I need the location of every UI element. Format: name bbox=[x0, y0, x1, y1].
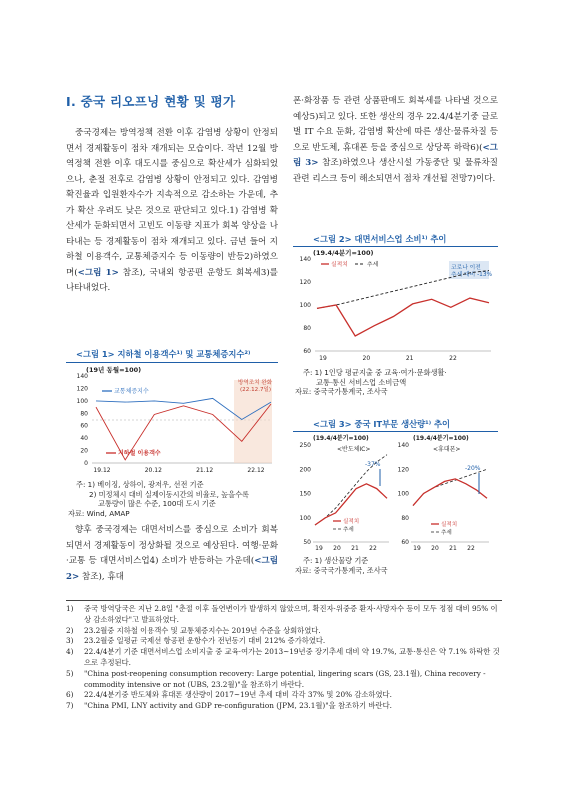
fig2-legend-trend: 추세 bbox=[367, 262, 379, 268]
fig2-annotation-2: 추세 대비 -13% bbox=[451, 272, 493, 278]
fig3-left-y-tick: 150 bbox=[299, 490, 311, 498]
fig1-y-tick: 80 bbox=[80, 410, 88, 418]
footnote-1: 1) 중국 방역당국은 지난 2.8일 "춘절 이후 돌연변이가 발생하지 않았으며, 확진자·위중증 환자·사망자수 등이 모두 정점 대비 95% 이상 감소하였다"고 발표하였다. bbox=[66, 604, 498, 624]
fig3-x-tick: 20 bbox=[431, 545, 439, 552]
fig3-right-legend-actual: 실적치 bbox=[441, 522, 458, 528]
fig1-y-tick: 20 bbox=[80, 447, 88, 455]
fig1-y-tick: 120 bbox=[76, 385, 88, 393]
footnote-7: 7) "China PMI, LNY activity and GDP re-configuration (JPM, 23.1월)"을 참조하기 바란다. bbox=[66, 701, 392, 711]
fig2-x-tick: 21 bbox=[405, 355, 414, 362]
figure-1-title: <그림 1> 지하철 이용객수¹⁾ 및 교통체증지수²⁾ bbox=[76, 349, 251, 359]
fig1-y-tick: 60 bbox=[80, 422, 88, 430]
fig1-annotation-date: (22.12.7일) bbox=[240, 387, 272, 393]
fig3-left-legend-trend: 추세 bbox=[343, 527, 354, 533]
fig3-left-legend-actual: 실적치 bbox=[343, 519, 360, 525]
fig2-y-tick: 120 bbox=[299, 279, 311, 286]
fig3-left-y-tick: 200 bbox=[299, 466, 311, 474]
fig3-x-tick: 22 bbox=[369, 545, 377, 552]
fig3-unit-left: (19.4/4분기=100) bbox=[313, 435, 369, 442]
fig1-y-tick: 100 bbox=[76, 397, 88, 405]
fig3-panel-right: <휴대폰> bbox=[433, 446, 461, 453]
fig2-y-tick: 140 bbox=[299, 256, 311, 263]
fig1-legend-traffic: 교통체증지수 bbox=[114, 388, 149, 395]
fig3-x-tick: 22 bbox=[467, 545, 475, 552]
figure-1-notes: 주: 1) 베이징, 상하이, 광저우, 선전 기준 2) 미정체시 대비 실제이동시간의 비율로, 높을수록 교통량이 많은 수준, 100대 도시 기준 자료: Wind, AMAP bbox=[68, 480, 249, 518]
footnote-2: 2) 23.2월중 지하철 이용객수 및 교통체증지수는 2019년 수준을 상회하였다. bbox=[66, 625, 321, 635]
fig1-annotation: 방역조치 완화 bbox=[238, 380, 273, 386]
footnote-3: 3) 23.2월중 일평균 국제선 항공편 운항수가 전년동기 대비 212% 증가하였다. bbox=[66, 636, 326, 646]
fig2-x-ticks bbox=[319, 355, 457, 362]
fig1-legend-subway: 지하철 이용객수 bbox=[118, 450, 161, 457]
fig2-y-tick: 60 bbox=[303, 348, 311, 355]
fig3-x-tick: 20 bbox=[333, 545, 341, 552]
fig3-left-y-tick: 50 bbox=[303, 539, 311, 546]
left-column-lower bbox=[66, 523, 278, 585]
figure-2-notes: 주: 1) 1인당 평균지출 중 교육·여가·문화생활· 교통·통신 서비스업 소비금액 자료: 중국국가통계국, 조사국 bbox=[295, 368, 447, 397]
body-paragraph-3: 폰·화장품 등 관련 상품판매도 회복세를 나타낼 것으로 예상5)되고 있다. 또한 생산의 경우 22.4/4분기중 글로벌 IT 수요 둔화, 감염병 확산에 따른 생산·물류차질 등으로 반도체, 휴대폰 등을 중심으로 상당폭 하락6)(<그림 3> 참조)하였으나 생산시설 가동중단 및 물류차질 관련 리스크 등이 해소되면서 점차 개선될 전망7)이다. bbox=[293, 96, 498, 184]
fig3-right-anno: -20% bbox=[465, 465, 481, 472]
fig1-x-tick: 21.12 bbox=[196, 467, 214, 474]
fig3-right-y-tick: 100 bbox=[397, 490, 409, 498]
fig1-unit: (19년 동월=100) bbox=[86, 366, 142, 374]
fig3-right-actual-series bbox=[413, 479, 487, 506]
fig3-left-y-tick: 250 bbox=[299, 442, 311, 449]
fig2-x-tick: 20 bbox=[362, 355, 371, 362]
fig2-annotation: 코로나 이전 bbox=[451, 265, 481, 271]
fig2-unit: (19.4/4분기=100) bbox=[313, 249, 374, 257]
fig1-x-tick: 20.12 bbox=[144, 467, 162, 474]
left-column bbox=[66, 126, 278, 297]
footnote-4: 4) 22.4/4분기 기준 대면서비스업 소비지출 중 교육·여가는 2013~19년중 장기추세 대비 약 19.7%, 교통·통신은 약 7.1% 하락한 것으로 추정된다. bbox=[66, 647, 500, 667]
body-paragraph-2: 향후 중국경제는 대면서비스를 중심으로 소비가 회복되면서 경제활동이 정상화될 것으로 예상된다. 여행·문화·교통 등 대면서비스업4) 소비가 반등하는 가운데(<그림 2> 참조), 휴대 bbox=[66, 525, 278, 582]
fig2-x-tick: 22 bbox=[449, 355, 457, 362]
fig3-right-y-tick: 140 bbox=[397, 442, 409, 449]
footnote-5: 5) "China post-reopening consumption recovery: Large potential, lingering scars (GS, 23.1월), China recovery - commodity intensive or not (UBS, 23.2월)"을 참조하기 바란다. bbox=[66, 668, 486, 689]
figure-3-chart bbox=[293, 432, 498, 552]
fig2-y-ticks bbox=[300, 256, 312, 355]
fig3-right-y-tick: 80 bbox=[401, 514, 409, 522]
fig1-x-tick: 19.12 bbox=[93, 467, 111, 474]
figure-2-chart bbox=[293, 247, 498, 363]
fig3-panel-left: <반도체IC> bbox=[337, 446, 371, 453]
right-column bbox=[293, 94, 498, 187]
fig2-x-tick: 19 bbox=[319, 355, 327, 362]
section-title: Ⅰ. 중국 리오프닝 현황 및 평가 bbox=[66, 94, 236, 109]
fig2-y-tick: 100 bbox=[299, 302, 311, 309]
fig3-unit-right: (19.4/4분기=100) bbox=[413, 435, 469, 442]
figure-2-ref[interactable]: <그림 2> bbox=[66, 556, 278, 582]
fig1-y-tick: 0 bbox=[84, 460, 88, 467]
fig3-x-tick: 19 bbox=[315, 545, 323, 552]
fig3-left-anno: -37% bbox=[365, 461, 381, 468]
figure-3-notes: 주: 1) 생산물량 기준 자료: 중국국가통계국, 조사국 bbox=[295, 556, 388, 575]
fig1-y-ticks bbox=[77, 373, 89, 467]
fig3-x-tick: 21 bbox=[351, 545, 359, 552]
fig3-right-legend-trend: 추세 bbox=[441, 530, 452, 536]
fig3-x-tick: 21 bbox=[449, 545, 457, 552]
fig3-right-y-tick: 120 bbox=[397, 466, 409, 474]
figure-1-ref[interactable]: <그림 1> bbox=[77, 267, 119, 278]
footnotes bbox=[66, 604, 502, 712]
fig2-y-tick: 80 bbox=[303, 325, 311, 332]
fig2-legend-actual: 실적치 bbox=[331, 262, 348, 268]
figure-1-chart bbox=[66, 363, 278, 475]
fig3-right-trend-series bbox=[413, 469, 487, 505]
fig1-y-tick: 40 bbox=[80, 435, 88, 443]
fig3-x-tick: 19 bbox=[413, 545, 421, 552]
fig3-right-y-tick: 60 bbox=[401, 539, 409, 546]
footnote-rule bbox=[66, 600, 502, 601]
figure-3-ref[interactable]: <그림 3> bbox=[293, 142, 498, 168]
fig3-left-y-tick: 100 bbox=[299, 514, 311, 522]
figure-3-title: <그림 3> 중국 IT부문 생산량¹⁾ 추이 bbox=[313, 419, 451, 429]
body-paragraph-1: 중국경제는 방역정책 전환 이후 감염병 상황이 안정되면서 경제활동이 점차 재개되는 모습이다. 작년 12월 방역정책 전환 이후 대도시를 중심으로 확산세가 심화되었으나, 춘절 전후로 감염병 상황이 안정되고 있다. 감염병 확진율과 입원환자수가 지속적으로 감소하는 가운데, 추가 확산 우려도 낮은 것으로 판단되고 있다.1) 감염병 확산세가 둔화되면서 고빈도 이동량 지표가 회복 양상을 나타내는 등 경제활동이 점차 재개되고 있다. 금년 들어 지하철 이용객수, 교통체증지수 등 이동량이 반등2)하였으며(<그림 1> 참조), 국내외 항공편 운항도 회복세3)를 나타내었다. bbox=[66, 128, 278, 293]
fig1-y-tick: 140 bbox=[76, 373, 88, 380]
fig1-x-tick: 22.12 bbox=[247, 467, 265, 474]
fig1-x-ticks bbox=[93, 467, 264, 474]
footnote-6: 6) 22.4/4분기중 반도체와 휴대폰 생산량이 2017~19년 추세 대비 각각 37% 및 20% 감소하였다. bbox=[66, 690, 392, 700]
figure-2-title: <그림 2> 대면서비스업 소비¹⁾ 추이 bbox=[313, 234, 447, 244]
